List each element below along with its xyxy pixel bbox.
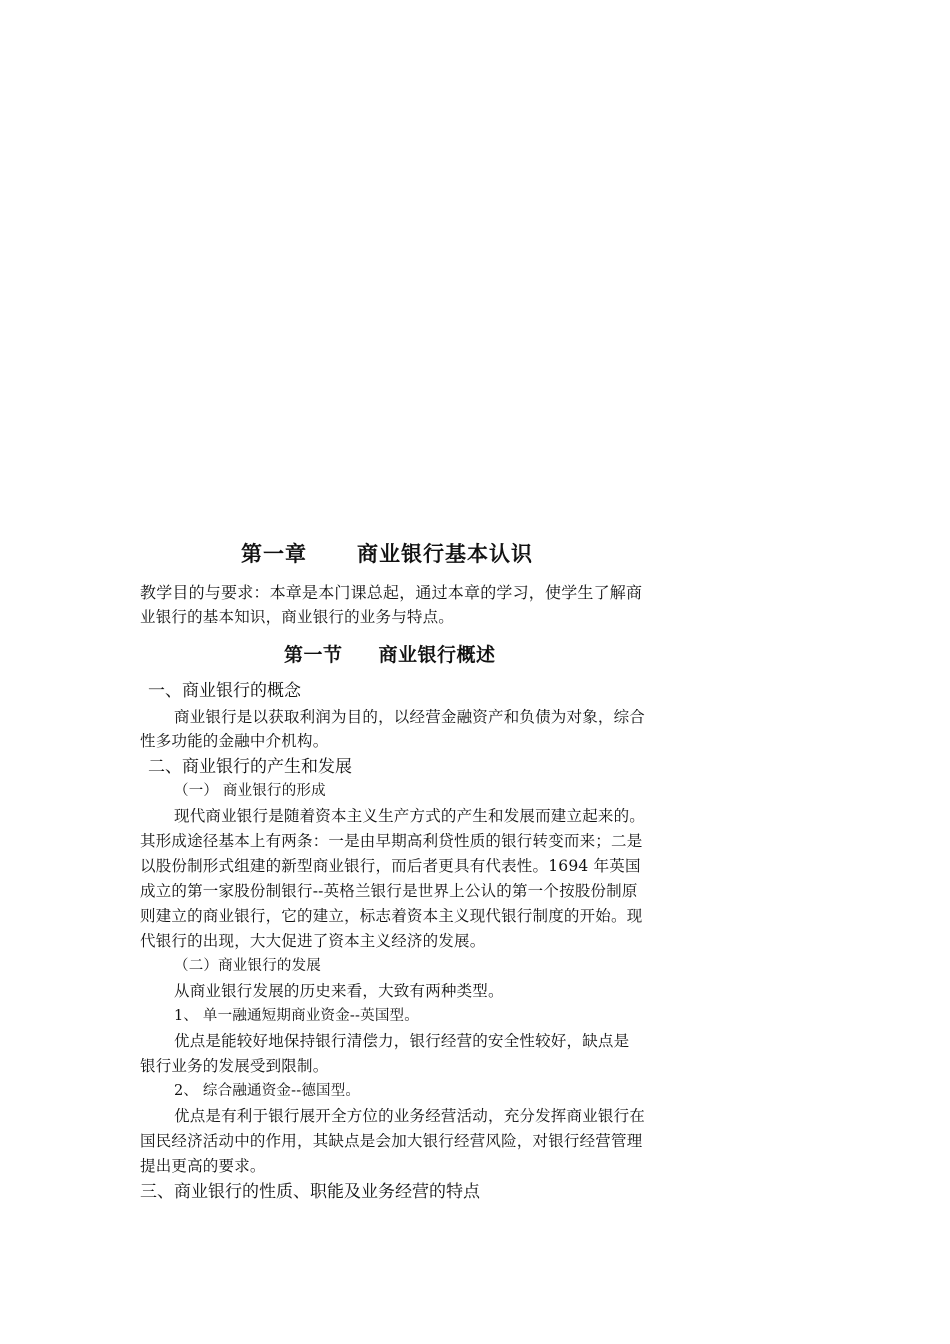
- objectives-line-1: 教学目的与要求：本章是本门课总起，通过本章的学习，使学生了解商: [140, 583, 643, 602]
- paragraph-line: 优点是有利于银行展开全方位的业务经营活动，充分发挥商业银行在: [174, 1107, 646, 1125]
- subheading-formation: （一） 商业银行的形成: [174, 783, 326, 799]
- paragraph-line: 提出更高的要求。: [140, 1157, 266, 1175]
- paragraph-line: 以股份制形式组建的新型商业银行，而后者更具有代表性。1694 年英国: [140, 857, 641, 875]
- paragraph-line: 国民经济活动中的作用，其缺点是会加大银行经营风险，对银行经营管理: [140, 1132, 643, 1150]
- objectives-line-2: 业银行的基本知识，商业银行的业务与特点。: [140, 608, 455, 626]
- paragraph-line: 性多功能的金融中介机构。: [140, 732, 329, 750]
- paragraph-line: 优点是能较好地保持银行清偿力，银行经营的安全性较好，缺点是: [174, 1032, 630, 1050]
- paragraph-line: 代银行的出现，大大促进了资本主义经济的发展。: [140, 932, 486, 950]
- section-number: 第一节: [284, 644, 343, 666]
- paragraph-line: 商业银行是以获取利润为目的，以经营金融资产和负债为对象，综合: [174, 708, 646, 726]
- heading-nature-functions: 三、商业银行的性质、职能及业务经营的特点: [140, 1182, 480, 1202]
- section-name: 商业银行概述: [378, 644, 496, 666]
- list-item-german-type: 2、 综合融通资金--德国型。: [174, 1083, 361, 1099]
- paragraph-line: 其形成途径基本上有两条：一是由早期高利贷性质的银行转变而来；二是: [140, 832, 643, 850]
- list-item-british-type: 1、 单一融通短期商业资金--英国型。: [174, 1008, 419, 1024]
- heading-origin-development: 二、商业银行的产生和发展: [148, 757, 352, 777]
- paragraph-line: 银行业务的发展受到限制。: [140, 1057, 329, 1075]
- chapter-number: 第一章: [241, 541, 307, 566]
- paragraph-line: 则建立的商业银行，它的建立，标志着资本主义现代银行制度的开始。现: [140, 907, 643, 925]
- paragraph-line: 现代商业银行是随着资本主义生产方式的产生和发展而建立起来的。: [174, 807, 646, 825]
- section-title: [284, 640, 496, 667]
- paragraph-line: 从商业银行发展的历史来看，大致有两种类型。: [174, 982, 504, 1000]
- chapter-name: 商业银行基本认识: [357, 541, 533, 566]
- paragraph-line: 成立的第一家股份制银行--英格兰银行是世界上公认的第一个按股份制原: [140, 882, 638, 900]
- subheading-development: （二）商业银行的发展: [174, 958, 321, 974]
- heading-concept: 一、商业银行的概念: [148, 681, 301, 701]
- chapter-title: [241, 538, 533, 568]
